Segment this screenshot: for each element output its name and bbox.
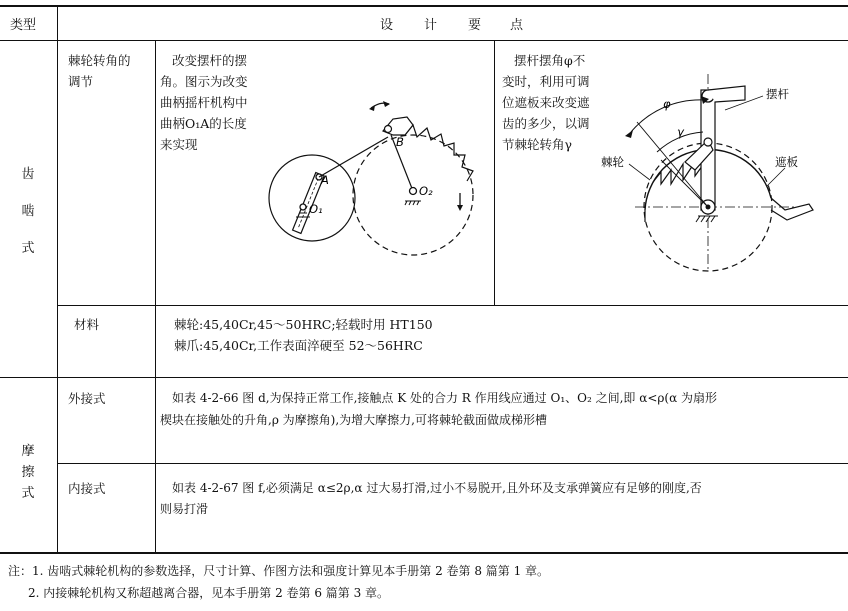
internal-title: 内接式 bbox=[68, 481, 106, 496]
table-top-border bbox=[0, 5, 848, 7]
header-design-char-3: 要 bbox=[468, 18, 482, 33]
label-ratchet: 棘轮 bbox=[601, 155, 624, 169]
type-column-divider bbox=[57, 5, 58, 553]
friction-type-char-3: 式 bbox=[21, 486, 35, 501]
figure-divider bbox=[494, 40, 495, 305]
header-type-label: 类型 bbox=[10, 18, 37, 33]
angle-adjust-text-2: 摆杆摆角φ不变时，利用可调位遮板来改变遮齿的多少，以调节棘轮转角γ bbox=[502, 53, 590, 152]
label-O2: O₂ bbox=[419, 184, 433, 198]
material-title: 材料 bbox=[74, 317, 100, 332]
adjustable-shield-figure bbox=[595, 70, 835, 275]
angle-adjust-title-line1: 棘轮转角的 bbox=[68, 53, 131, 68]
angle-adjust-text-1: 改变摆杆的摆角。图示为改变曲柄摇杆机构中曲柄O₁A的长度来实现 bbox=[160, 53, 248, 152]
external-line-2: 楔块在接触处的升角,ρ 为摩擦角),为增大摩擦力,可将棘轮截面做成梯形槽 bbox=[160, 413, 547, 427]
label-B: B bbox=[396, 135, 404, 149]
external-line-1: 如表 4-2-66 图 d,为保持正常工作,接触点 K 处的合力 R 作用线应通过 O₁、O₂ 之间,即 α<ρ(α 为扇形 bbox=[172, 391, 718, 405]
ratchet-type-char-3: 式 bbox=[21, 241, 35, 256]
label-A: A bbox=[321, 173, 329, 187]
ratchet-type-char-1: 齿 bbox=[21, 167, 35, 182]
label-phi: φ bbox=[663, 97, 671, 111]
external-title: 外接式 bbox=[68, 391, 106, 406]
label-O1: O₁ bbox=[309, 202, 323, 216]
note-line-1: 注：1. 齿啮式棘轮机构的参数选择，尺寸计算、作图方法和强度计算见本手册第 2 卷第 8 篇第 1 章。 bbox=[8, 564, 550, 578]
friction-type-char-2: 擦 bbox=[21, 465, 35, 480]
internal-line-1: 如表 4-2-67 图 f,必须满足 α≤2ρ,α 过大易打滑,过小不易脱开,且外环及支承弹簧应有足够的刚度,否 bbox=[172, 481, 702, 495]
label-gamma: γ bbox=[677, 125, 684, 139]
label-shield: 遮板 bbox=[775, 155, 798, 169]
row-divider-internal bbox=[58, 463, 848, 464]
header-design-char-1: 设 bbox=[380, 18, 394, 33]
row-divider-material bbox=[58, 305, 848, 306]
label-pendulum: 摆杆 bbox=[766, 87, 789, 101]
table-bottom-border bbox=[0, 552, 848, 554]
ratchet-type-char-2: 啮 bbox=[21, 204, 35, 219]
section-divider bbox=[0, 377, 848, 378]
note-line-2: 2. 内接棘轮机构又称超越离合器，见本手册第 2 卷第 6 篇第 3 章。 bbox=[28, 586, 390, 600]
header-divider bbox=[0, 40, 848, 41]
material-line-1: 棘轮:45,40Cr,45～50HRC;轻载时用 HT150 bbox=[174, 317, 433, 332]
friction-type-char-1: 摩 bbox=[21, 444, 35, 459]
subtype-column-divider bbox=[155, 40, 156, 553]
material-line-2: 棘爪:45,40Cr,工作表面淬硬至 52～56HRC bbox=[174, 338, 423, 353]
internal-line-2: 则易打滑 bbox=[160, 502, 209, 516]
crank-rocker-ratchet-figure bbox=[255, 95, 490, 290]
header-design-char-2: 计 bbox=[424, 18, 438, 33]
header-design-char-4: 点 bbox=[510, 18, 524, 33]
angle-adjust-title-line2: 调节 bbox=[68, 74, 94, 89]
